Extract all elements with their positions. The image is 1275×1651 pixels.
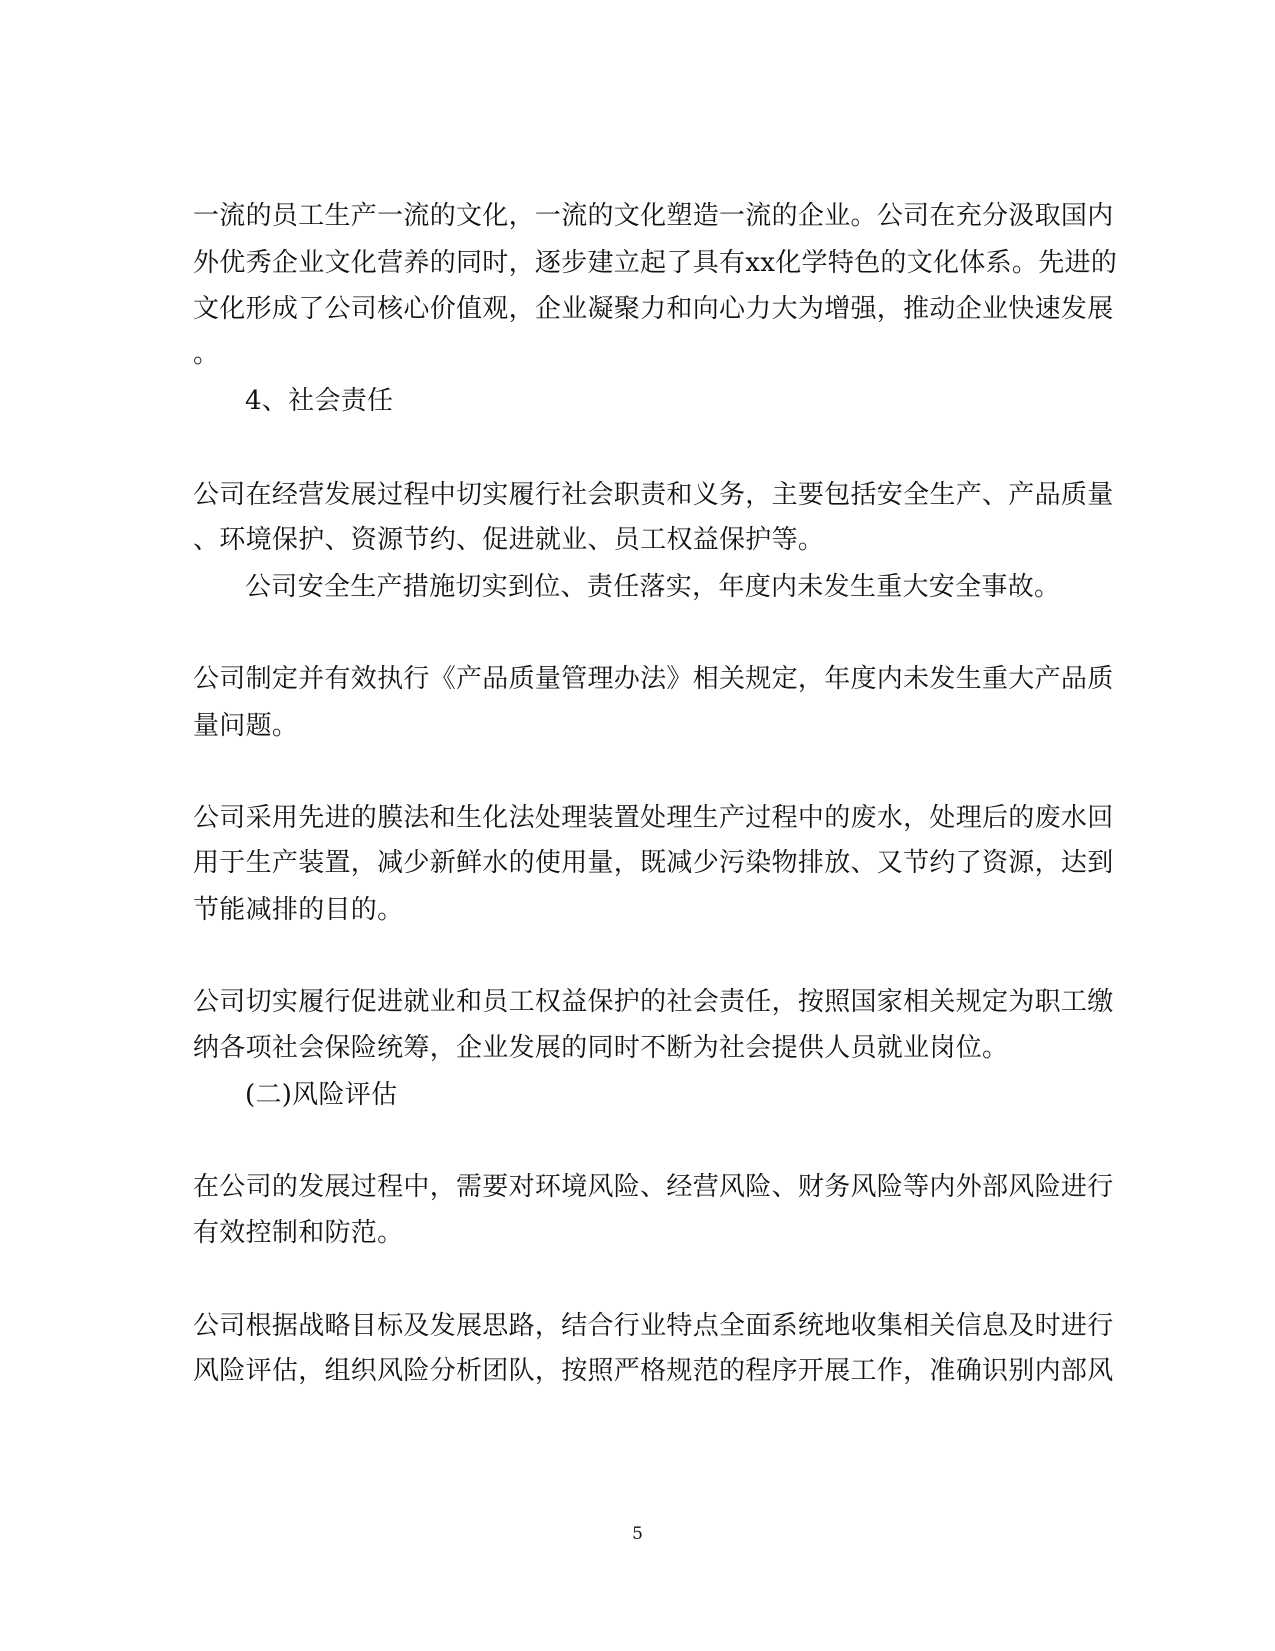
body-text-line: 。 — [193, 339, 220, 369]
body-text-line: 公司采用先进的膜法和生化法处理装置处理生产过程中的废水，处理后的废水回 — [193, 803, 1114, 833]
body-text-line: 公司安全生产措施切实到位、责任落实，年度内未发生重大安全事故。 — [245, 572, 1061, 602]
body-text-line: 公司根据战略目标及发展思路，结合行业特点全面系统地收集相关信息及时进行 — [193, 1311, 1114, 1341]
body-text-line: 外优秀企业文化营养的同时，逐步建立起了具有xx化学特色的文化体系。先进的 — [193, 248, 1118, 278]
body-text-line: 、环境保护、资源节约、促进就业、员工权益保护等。 — [193, 525, 825, 555]
body-text-line: 用于生产装置，减少新鲜水的使用量，既减少污染物排放、又节约了资源，达到 — [193, 848, 1114, 878]
body-text-line: 纳各项社会保险统筹，企业发展的同时不断为社会提供人员就业岗位。 — [193, 1033, 1009, 1063]
body-text-line: 风险评估，组织风险分析团队，按照严格规范的程序开展工作，准确识别内部风 — [193, 1356, 1114, 1386]
body-text-line: 有效控制和防范。 — [193, 1218, 404, 1248]
body-text-line: 公司在经营发展过程中切实履行社会职责和义务，主要包括安全生产、产品质量 — [193, 480, 1114, 510]
section-heading: (二)风险评估 — [245, 1080, 398, 1110]
body-text-line: 公司制定并有效执行《产品质量管理办法》相关规定，年度内未发生重大产品质 — [193, 664, 1114, 694]
section-heading: 4、社会责任 — [245, 386, 394, 416]
body-text-line: 文化形成了公司核心价值观，企业凝聚力和向心力大为增强，推动企业快速发展 — [193, 294, 1114, 324]
body-text-line: 节能减排的目的。 — [193, 895, 404, 925]
page-number: 5 — [632, 1524, 643, 1544]
body-text-line: 量问题。 — [193, 711, 299, 741]
body-text-line: 公司切实履行促进就业和员工权益保护的社会责任，按照国家相关规定为职工缴 — [193, 987, 1114, 1017]
body-text-line: 在公司的发展过程中，需要对环境风险、经营风险、财务风险等内外部风险进行 — [193, 1172, 1114, 1202]
body-text-line: 一流的员工生产一流的文化，一流的文化塑造一流的企业。公司在充分汲取国内 — [193, 201, 1114, 231]
